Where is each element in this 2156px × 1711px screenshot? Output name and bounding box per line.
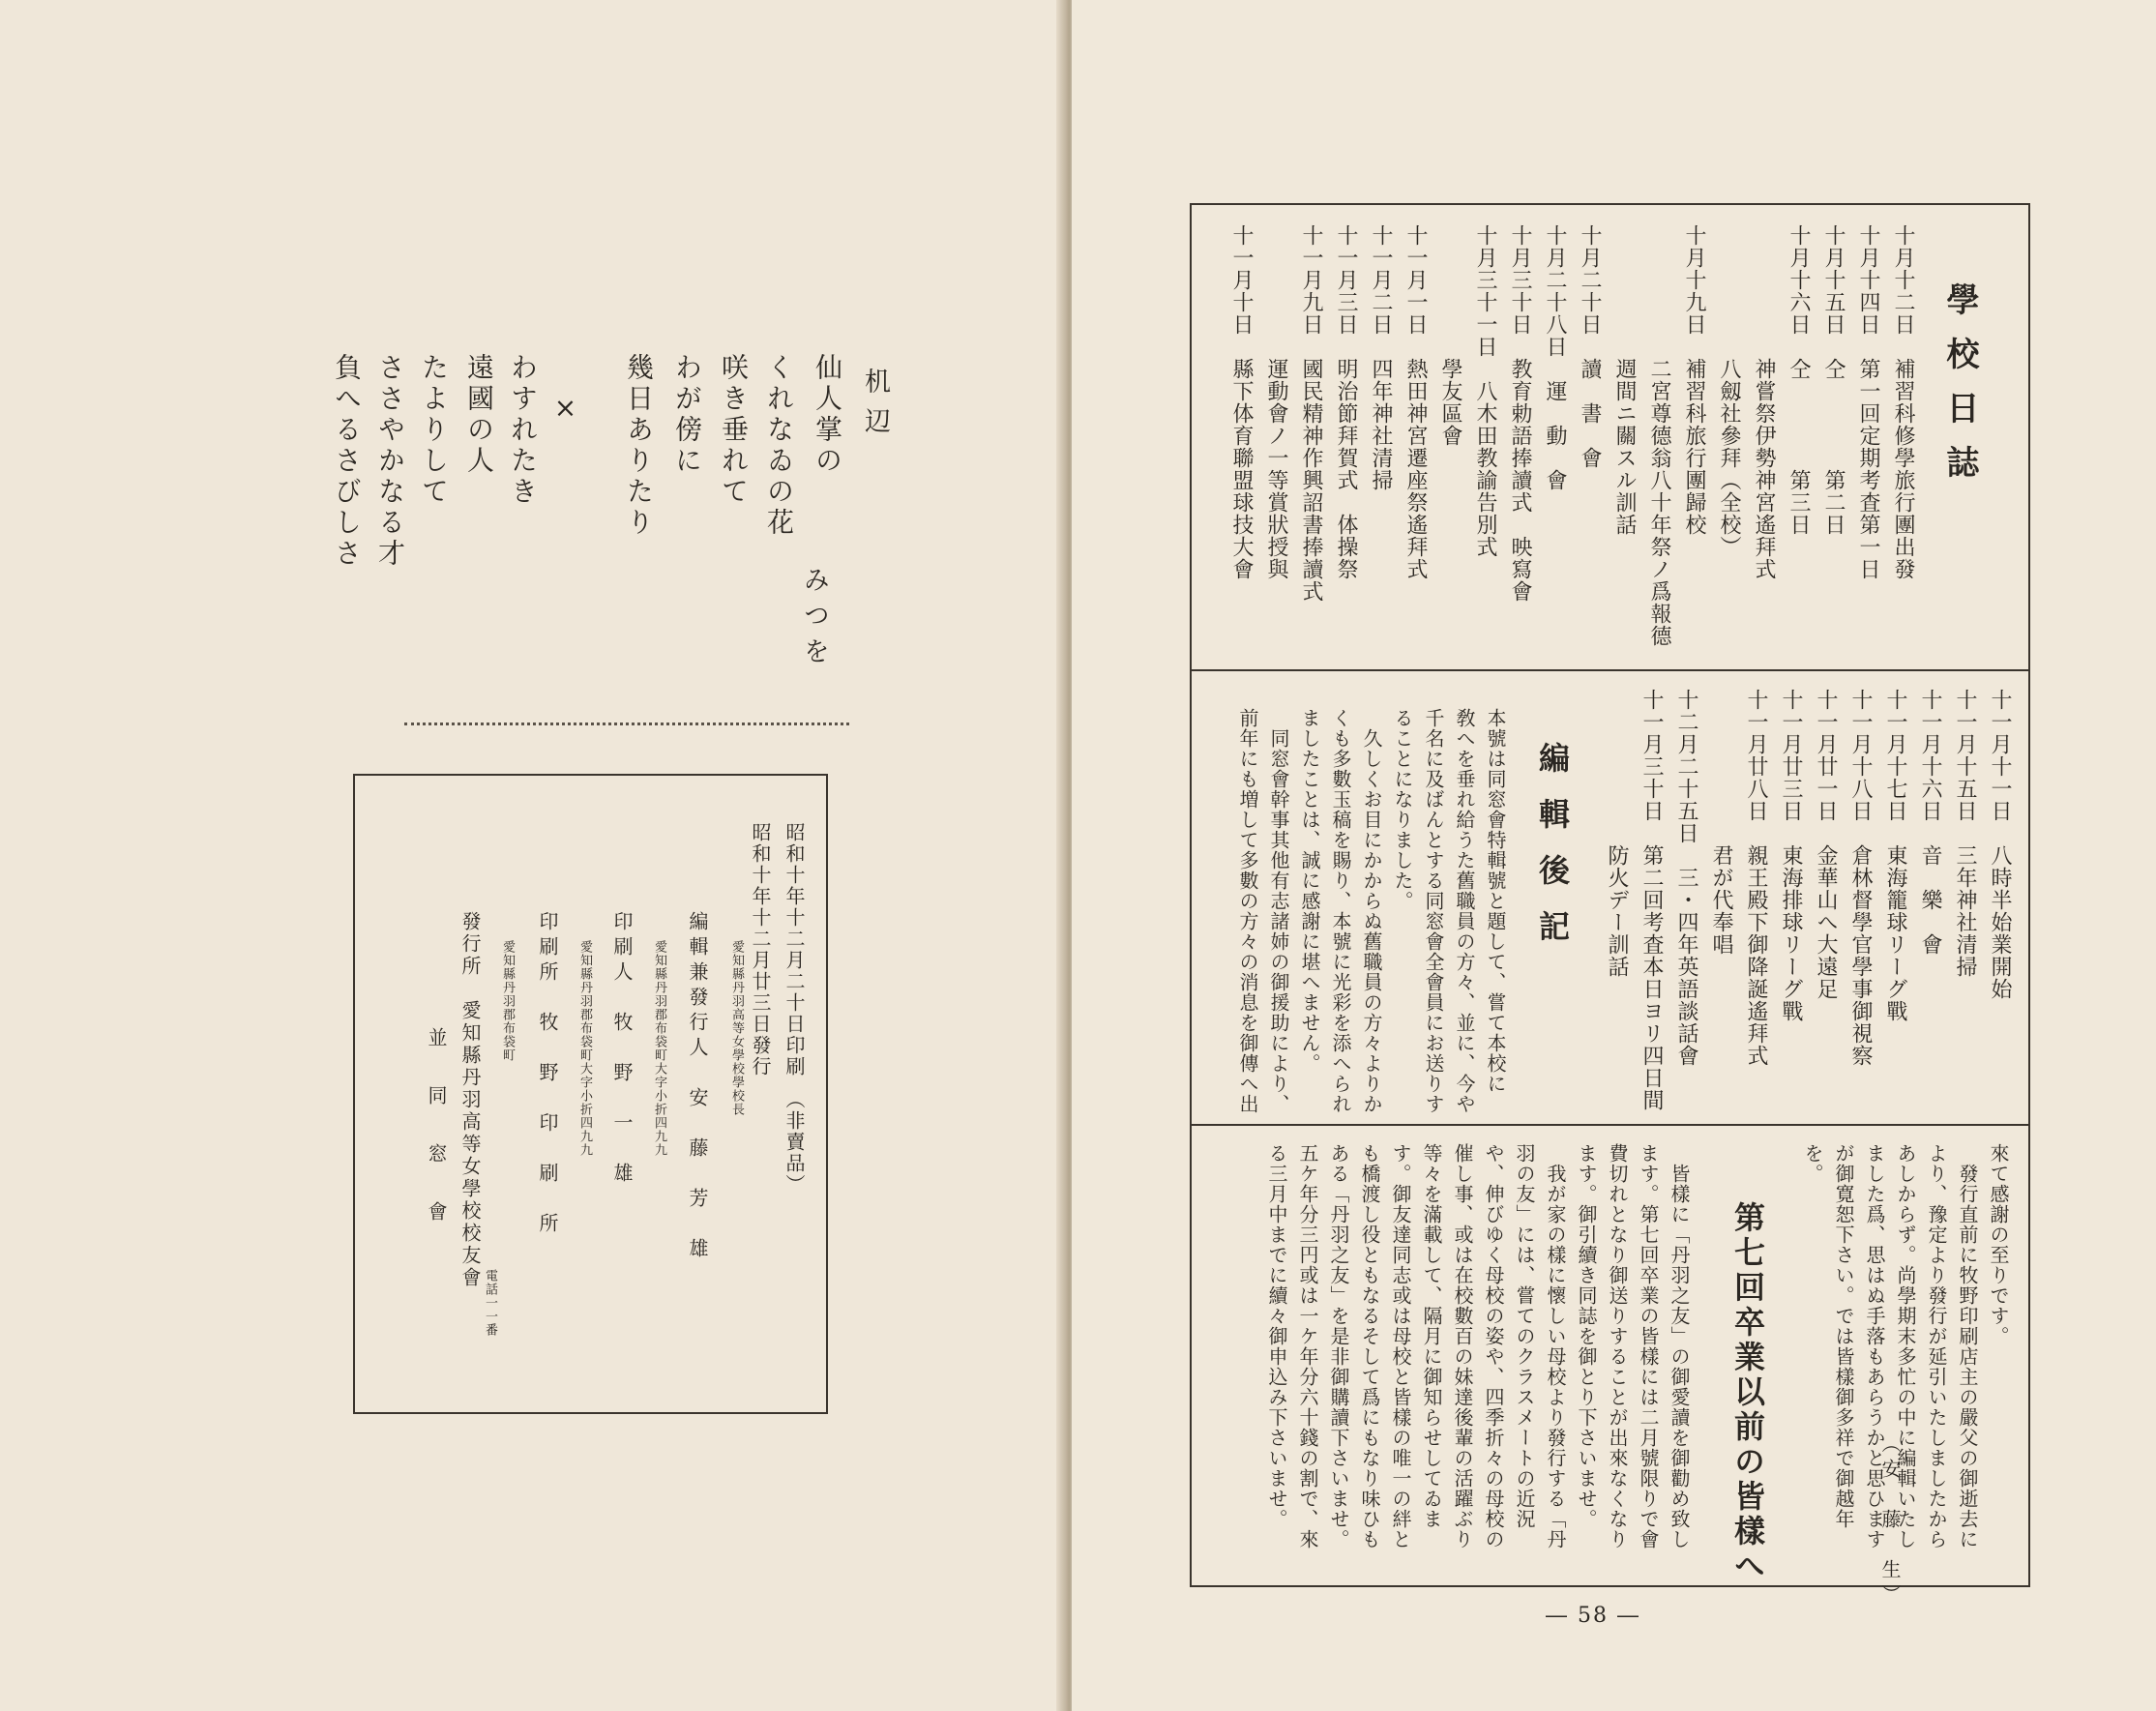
editorial-line: 來て感謝の至りです。: [1987, 1143, 2010, 1346]
divider-line: [1192, 1124, 2028, 1126]
poem-separator: ×: [549, 392, 581, 428]
editorial-line: くも多數玉稿を賜り、本號に光彩を添へられ: [1329, 708, 1352, 1114]
journal-entry: 十月十五日 仝 第二日: [1821, 224, 1846, 536]
journal-entry: 十月二十日 讀 書 會: [1578, 224, 1602, 469]
journal-entry: 十月二十八日 運 動 會: [1543, 224, 1567, 491]
colophon-editor-address: 愛知縣丹羽高等女學校學校長: [729, 940, 744, 1116]
editorial-line: 同窓會幹事其他有志諸姉の御援助により、: [1267, 708, 1290, 1114]
notice-line: 等々を滿載して、隔月に御知らせしてゐま: [1420, 1143, 1443, 1529]
poem-line: たよりして: [418, 353, 450, 508]
notice-line: る三月中までに續々御申込み下さいませ。: [1265, 1143, 1288, 1529]
poem-title: 机辺: [860, 368, 890, 447]
journal-entry: 十一月廿三日 東海排球リーグ戰: [1779, 689, 1803, 1022]
left-page: [0, 0, 1064, 1711]
poem-line: 幾日ありたり: [623, 353, 655, 539]
notice-line: や、伸びゆく母校の姿や、四季折々の母校の: [1482, 1143, 1505, 1549]
editorial-line: 久しくお目にかからぬ舊職員の方々よりか: [1360, 708, 1383, 1114]
journal-entry: 十一月十七日 東海籠球リーグ戰: [1883, 689, 1907, 1022]
poem-line: 咲き垂れて: [718, 353, 750, 508]
editorial-line: 敎へを垂れ給うた舊職員の方々、並に、今や: [1453, 708, 1476, 1114]
dotted-divider: [404, 723, 849, 733]
journal-entry: 十一月十一日 八時半始業開始: [1988, 689, 2012, 1000]
journal-entry: 十一月廿一日 金華山へ大遠足: [1814, 689, 1838, 1000]
colophon-publisher-address: 愛知縣丹羽郡布袋町: [500, 940, 515, 1062]
journal-entry: 十月三十一日 八木田教諭告別式: [1473, 224, 1497, 558]
colophon-publisher: 發行所 愛知縣丹羽高等女學校校友會: [458, 911, 482, 1289]
journal-entry: 十一月九日 國民精神作興詔書捧讀式: [1299, 224, 1323, 603]
journal-entry: 十月十四日 第一回定期考査第一日: [1856, 224, 1880, 580]
editorial-line: ましたことは、誠に感謝に堪へません。: [1298, 708, 1321, 1074]
colophon-printer-address: 愛知縣丹羽郡布袋町大字小折四九九: [652, 940, 666, 1157]
notice-line: 羽の友」には、嘗てのクラスメートの近況: [1513, 1143, 1536, 1529]
colophon-press: 印刷所 牧 野 印 刷 所: [536, 911, 559, 1238]
poem-line: くれなゐの花: [763, 353, 795, 539]
colophon-issued: 昭和十年十二月廿三日發行: [749, 822, 772, 1077]
journal-title: 學校日誌: [1940, 282, 1979, 499]
poem-author: みつを: [799, 566, 829, 673]
poem-line: 遠國の人: [463, 353, 495, 477]
notice-line: ある「丹羽之友」を是非御購讀下さいませ。: [1327, 1143, 1350, 1549]
notice-line: す。御友達同志或は母校と皆樣の唯一の絆と: [1389, 1143, 1412, 1549]
notice-line: 我が家の樣に懷しい母校より發行する「丹: [1544, 1143, 1567, 1549]
journal-entry: 防火デー訓話: [1605, 689, 1629, 978]
editorial-title: 編輯後記: [1534, 742, 1571, 966]
colophon-press-phone: 電話一一番: [483, 1269, 497, 1337]
journal-entry: 二宮尊德翁八十年祭ノ爲報德: [1647, 224, 1671, 647]
divider-line: [1192, 669, 2028, 671]
journal-entry: 學友區會: [1438, 224, 1462, 447]
notice-title: 第七回卒業以前の皆樣へ: [1729, 1201, 1766, 1584]
colophon-editor: 編輯兼發行人 安 藤 芳 雄: [686, 911, 709, 1263]
editorial-signature: （安 藤 生）: [1878, 1433, 1902, 1609]
journal-entry: 十月十二日 補習科修學旅行團出發: [1891, 224, 1915, 580]
journal-entry: 十一月廿八日 親王殿下御降誕遙拜式: [1744, 689, 1768, 1067]
colophon-publisher-2: 並 同 窓 會: [425, 1027, 448, 1230]
journal-entry: 十二月二十五日 三・四年英語談話會: [1674, 689, 1698, 1067]
journal-entry: 十月十六日 仝 第三日: [1787, 224, 1811, 536]
journal-entry: 神嘗祭伊勢神宮遙拜式: [1752, 224, 1776, 580]
notice-line: 催し事、或は在校數百の妹達後輩の活躍ぶり: [1451, 1143, 1474, 1549]
editorial-line: ました爲、思はぬ手落もあらうかと思ひます: [1863, 1143, 1886, 1549]
notice-line: 五ケ年分三円或は一ケ年分六十錢の割で、來: [1296, 1143, 1319, 1549]
notice-line: 費切れとなり御送りすることが出來なくなり: [1606, 1143, 1629, 1549]
editorial-line: ることになりました。: [1391, 708, 1414, 911]
editorial-line: より、豫定より發行が延引いたしましたから: [1925, 1143, 1948, 1549]
editorial-line: を。: [1801, 1143, 1824, 1184]
journal-entry: 運動會ノ一等賞狀授與: [1264, 224, 1288, 580]
editorial-line: が御寛恕下さい。では皆樣御多祥で御越年: [1832, 1143, 1855, 1529]
journal-entry: 十一月十八日 倉林督學官學事御視察: [1848, 689, 1873, 1067]
editorial-line: 千名に及ばんとする同窓會全會員にお送りす: [1422, 708, 1445, 1114]
editorial-line: 前年にも増して多數の方々の消息を御傳へ出: [1236, 708, 1259, 1114]
editorial-line: 發行直前に牧野印刷店主の嚴父の御逝去に: [1956, 1143, 1979, 1549]
journal-entry: 十一月十日 縣下体育聯盟球技大會: [1229, 224, 1254, 580]
journal-entry: 十一月三日 明治節拜賀式 体操祭: [1334, 224, 1358, 580]
journal-entry: 週間ニ關スル訓話: [1612, 224, 1637, 536]
journal-entry: 十一月十五日 三年神社清掃: [1953, 689, 1977, 978]
journal-entry: 十一月一日 熱田神宮遷座祭遙拜式: [1403, 224, 1428, 580]
journal-entry: 君が代奉唱: [1709, 689, 1733, 956]
journal-entry: 十月十九日 補習科旅行團歸校: [1682, 224, 1706, 536]
colophon-printer: 印刷人 牧 野 一 雄: [610, 911, 634, 1188]
notice-line: ます。御引續き同誌を御とり下さいませ。: [1575, 1143, 1598, 1529]
editorial-line: 本號は同窓會特輯號と題して、嘗て本校に: [1484, 708, 1507, 1094]
colophon-box: [353, 774, 828, 1414]
colophon-printed: 昭和十年十二月二十日印刷 （非賣品）: [783, 822, 806, 1195]
poem-line: 負へるさびしさ: [331, 353, 363, 570]
poem-line: わが傍に: [671, 353, 703, 477]
journal-entry: 十一月二日 四年神社清掃: [1369, 224, 1393, 491]
journal-entry: 八劔社參拜（全校）: [1717, 224, 1741, 558]
notice-line: ます。第七回卒業の皆樣には二月號限りで會: [1637, 1143, 1660, 1549]
page-number: ― 58 ―: [1546, 1604, 1640, 1628]
journal-box: [1190, 203, 2030, 1609]
notice-line: も橋渡し役ともなるそして爲にもなり味ひも: [1358, 1143, 1381, 1549]
notice-line: 皆樣に「丹羽之友」の御愛讀を御勸め致し: [1668, 1143, 1691, 1549]
journal-entry: 十一月十六日 音 樂 會: [1918, 689, 1942, 956]
journal-entry: 十一月三十日 第二回考査本日ヨリ四日間: [1639, 689, 1664, 1111]
colophon-press-address: 愛知縣丹羽郡布袋町大字小折四九九: [577, 940, 592, 1157]
poem-line: わすれたき: [507, 353, 539, 508]
poem-line: 仙人掌の: [812, 353, 843, 477]
journal-entry: 十月三十日 教育勅語捧讀式 映寫會: [1508, 224, 1532, 603]
poem-line: ささやかなる才: [374, 353, 406, 570]
editorial-line: あしからず。尚學期末多忙の中に編輯いたし: [1894, 1143, 1917, 1549]
